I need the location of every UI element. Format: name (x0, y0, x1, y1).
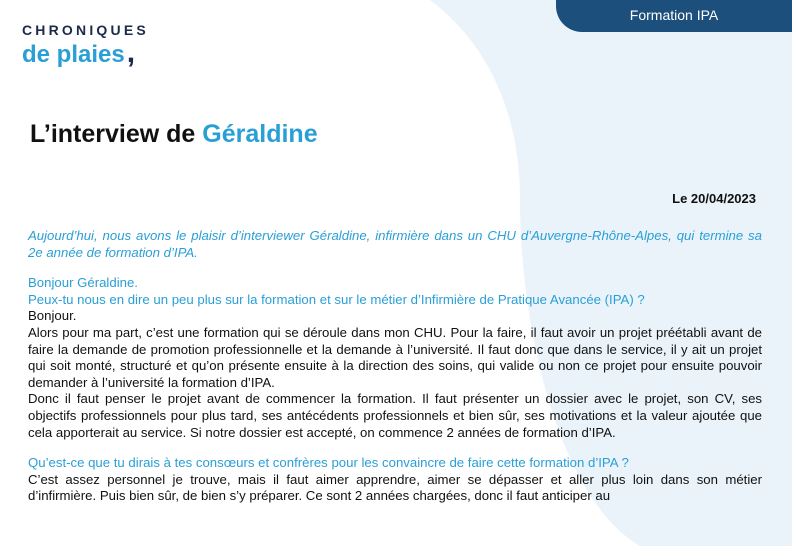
page-title (30, 120, 318, 149)
greeting: Bonjour Géraldine. (28, 275, 138, 291)
logo-line1: CHRONIQUES (22, 22, 149, 38)
title-name: Géraldine (202, 120, 318, 148)
answer-1-paragraph-2: Donc il faut penser le projet avant de commencer la formation. Il faut présenter un dossier avec le projet, son CV, ses objectifs professionnels pour plus tard, ses antécédents professionnels et bien sûr, ses motivations et la valeur ajoutée que cela apporterait au service. Si notre dossier est accepté, on commence 2 années de formation d’IPA. (28, 391, 762, 440)
logo-mark: , (126, 36, 136, 69)
section-tag: Formation IPA (556, 0, 792, 32)
question-2: Qu’est-ce que tu dirais à tes consœurs et confrères pour les convaincre de faire cette formation d’IPA ? (28, 455, 629, 471)
logo-line2 (22, 36, 149, 70)
answer-2: C’est assez personnel je trouve, mais il faut aimer apprendre, aimer se dépasser et aller plus loin dans son métier d’infirmière. Puis bien sûr, de bien s’y préparer. Ce sont 2 années chargées, donc il faut anticiper au (28, 471, 762, 504)
answer-1-hello: Bonjour. (28, 308, 77, 324)
article-date: Le 20/04/2023 (672, 191, 756, 206)
answer-1-paragraph-1: Alors pour ma part, c’est une formation qui se déroule dans mon CHU. Pour la faire, il faut avoir un projet préétabli avant de faire la demande de promotion professionnelle et la demande à l’université. Il faut donc que dans le service, il y ait un projet qui soit monté, structuré et qu’on présente ensuite à la direction des soins, qui valide ou non ce projet pour ensuite pouvoir demander à l’université la formation d’IPA. (28, 324, 762, 390)
question-1: Peux-tu nous en dire un peu plus sur la formation et sur le métier d’Infirmière de Pratique Avancée (IPA) ? (28, 291, 645, 307)
logo-line2-text: de plaies (22, 41, 125, 68)
intro-paragraph: Aujourd’hui, nous avons le plaisir d’interviewer Géraldine, infirmière dans un CHU d’Auvergne-Rhône-Alpes, qui termine sa 2e année de formation d’IPA. (28, 228, 762, 260)
article-body (28, 228, 762, 505)
title-prefix: L’interview de (30, 120, 203, 148)
logo (22, 22, 149, 70)
